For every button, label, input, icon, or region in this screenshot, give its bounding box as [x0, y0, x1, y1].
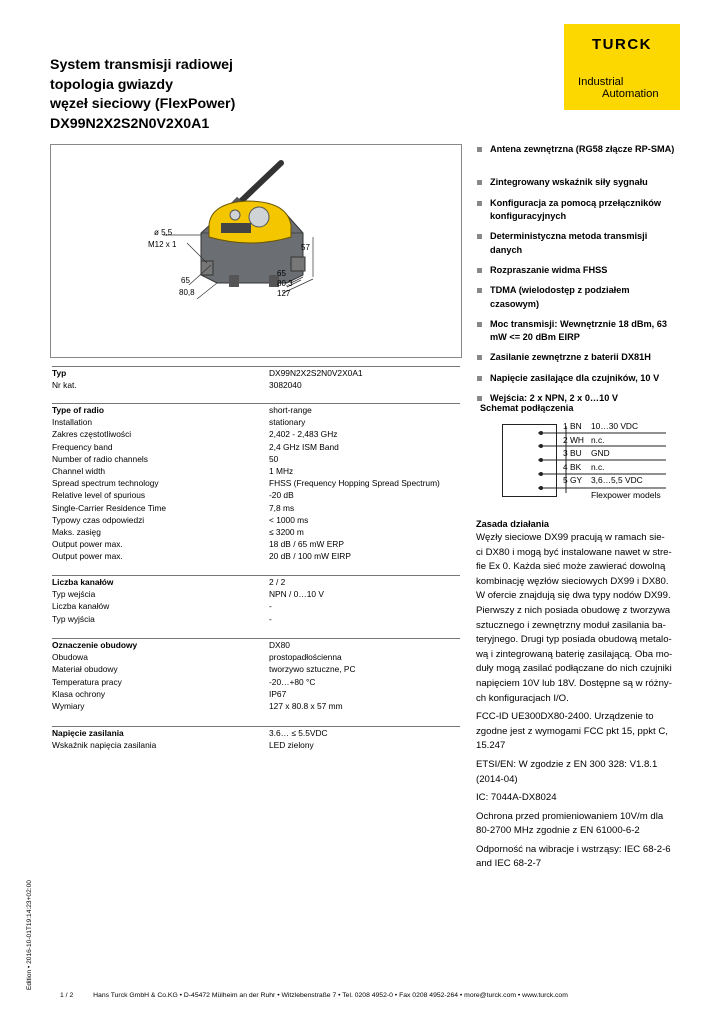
spec-key: Obudowa — [52, 652, 88, 663]
logo-line-2: Automation — [602, 88, 659, 100]
text-line: fie Ex 0. Każda sieć może zawierać dowolną — [476, 561, 666, 573]
spec-row — [52, 428, 460, 440]
spec-value: 2 / 2 — [269, 577, 286, 587]
page-footer — [60, 992, 586, 999]
spec-key: Output power max. — [52, 539, 123, 550]
principle-para — [476, 843, 678, 872]
spec-value: short-range — [269, 405, 312, 415]
text-line: W ofercie znajdują się dwa typy nodów DX99. — [476, 590, 671, 602]
feature-item: Deterministyczna metoda transmisji danych — [476, 230, 676, 256]
pin-desc: 3,6…5,5 VDC — [591, 475, 643, 486]
text-line: ch konfiguracjach I/O. — [476, 692, 569, 704]
dim-127: 127 — [277, 289, 291, 298]
spec-row — [52, 379, 460, 391]
spec-key: Oznaczenie obudowy — [52, 640, 138, 650]
pin-desc: n.c. — [591, 461, 605, 472]
feature-item: Moc transmisji: Wewnętrznie 18 dBm, 63 mW <= 20 dBm EIRP — [476, 318, 676, 344]
text-line: wą i zintegrowaną baterię zasilającą. Oba mo- — [476, 648, 673, 660]
feature-item: Antena zewnętrzna (RG58 złącze RP-SMA) — [476, 143, 676, 169]
pin-id: 4 BK — [563, 461, 582, 472]
spec-value: DX80 — [269, 640, 290, 650]
spec-value: - — [269, 601, 272, 612]
text-line: teryjnego. Drugi typ posiada obudową metalo- — [476, 634, 672, 646]
pin-id: 2 WH — [563, 434, 584, 445]
pin-row — [563, 447, 673, 461]
logo-word: TURCK — [592, 36, 652, 53]
spec-row — [52, 739, 460, 751]
spec-row — [52, 600, 460, 612]
spec-row — [52, 403, 460, 416]
pin-desc: GND — [591, 448, 610, 459]
spec-key: Typ wejścia — [52, 589, 96, 600]
spec-row — [52, 502, 460, 514]
product-image — [50, 144, 462, 358]
text-line: 80-2700 MHz zgodnie z EN 61000-6-2 — [476, 825, 640, 837]
spec-key: Channel width — [52, 465, 106, 476]
page-number: 1 / 2 — [60, 992, 74, 999]
spec-key: Installation — [52, 417, 93, 428]
spec-value: 7,8 ms — [269, 502, 295, 513]
text-line: kombinację węzłów sieciowych DX99 i DX80. — [476, 575, 669, 587]
dim-diameter: ø 5,5 — [154, 228, 173, 237]
spec-value: 127 x 80.8 x 57 mm — [269, 700, 343, 711]
spec-key: Temperatura pracy — [52, 676, 122, 687]
spec-key: Wskaźnik napięcia zasilania — [52, 740, 157, 751]
spec-row — [52, 453, 460, 465]
spec-row — [52, 588, 460, 600]
feature-item: Rozpraszanie widma FHSS — [476, 264, 676, 277]
dim-height: 57 — [301, 243, 310, 252]
spec-value: -20 dB — [269, 490, 294, 501]
text-line: sztucznego i zewnętrzny moduł zasilania ba- — [476, 619, 666, 631]
spec-row — [52, 688, 460, 700]
spec-row — [52, 700, 460, 712]
text-line: napięciem 10V lub 18V. Dostępne są w różny- — [476, 677, 672, 689]
spec-key: Materiał obudowy — [52, 664, 118, 675]
logo-line-1: Industrial — [578, 76, 624, 88]
text-line: 15.247 — [476, 740, 506, 752]
text-line: Odporność na wibracje i wstrząsy: IEC 68-2-6 — [476, 843, 671, 855]
spec-value: 2,4 GHz ISM Band — [269, 441, 339, 452]
pin-desc: n.c. — [591, 434, 605, 445]
text-line: and IEC 68-2-7 — [476, 858, 542, 870]
spec-row — [52, 514, 460, 526]
spec-key: Zakres częstotliwości — [52, 429, 132, 440]
spec-row — [52, 651, 460, 663]
principle-text — [476, 531, 678, 876]
spec-key: Napięcie zasilania — [52, 728, 124, 738]
spec-value: DX99N2X2S2N0V2X0A1 — [269, 368, 363, 378]
principle-para — [476, 758, 678, 787]
spec-key: Type of radio — [52, 405, 104, 415]
spec-value: < 1000 ms — [269, 514, 309, 525]
spec-row — [52, 613, 460, 625]
spec-key: Typowy czas odpowiedzi — [52, 514, 145, 525]
page-title — [50, 56, 380, 134]
spec-radio — [52, 403, 460, 562]
spec-power — [52, 726, 460, 751]
spec-key: Typ — [52, 368, 67, 378]
text-line: FCC-ID UE300DX80-2400. Urządzenie to — [476, 711, 654, 723]
spec-key: Number of radio channels — [52, 453, 148, 464]
text-line: Pierwszy z nich posiada obudowę z tworzywa — [476, 604, 671, 616]
spec-key: Wymiary — [52, 700, 85, 711]
spec-key: Maks. zasięg — [52, 526, 101, 537]
title-line: węzeł sieciowy (FlexPower) — [50, 96, 236, 113]
turck-logo — [564, 24, 680, 110]
pin-row — [563, 434, 673, 448]
spec-row — [52, 676, 460, 688]
edition-stamp: Edition • 2016-10-01T19:14:23+02:00 — [26, 880, 33, 990]
spec-value: 18 dB / 65 mW ERP — [269, 539, 344, 550]
text-line: zgodne jest z wymogami FCC pkt 15, ppkt C, — [476, 725, 668, 737]
spec-row — [52, 489, 460, 501]
company-info: Hans Turck GmbH & Co.KG • D-45472 Mülheim an der Ruhr • Witzlebenstraße 7 • Tel. 0208 4952-0 • Fax 0208 4952-264 • more@turck.com • www.turck.com — [93, 992, 568, 999]
title-line: System transmisji radiowej — [50, 57, 233, 73]
spec-row — [52, 638, 460, 651]
feature-item: Napięcie zasilające dla czujników, 10 V — [476, 372, 676, 385]
feature-list — [476, 143, 676, 413]
spec-row — [52, 575, 460, 588]
dim-65-right: 65 — [277, 269, 286, 278]
connection-caption: Flexpower models — [591, 490, 661, 500]
spec-key: Liczba kanałów — [52, 577, 114, 587]
spec-value: 2,402 - 2,483 GHz — [269, 429, 338, 440]
spec-value: 3082040 — [269, 380, 302, 391]
feature-item: Wejścia: 2 x NPN, 2 x 0…10 V — [476, 392, 676, 405]
pin-row — [563, 420, 673, 434]
text-line: IC: 7044A-DX8024 — [476, 792, 557, 804]
spec-value: -20…+80 °C — [269, 676, 316, 687]
text-line: Węzły sieciowe DX99 pracują w ramach sie- — [476, 532, 665, 543]
spec-key: Single-Carrier Residence Time — [52, 502, 167, 513]
spec-value: FHSS (Frequency Hopping Spread Spectrum) — [269, 478, 440, 489]
pin-list — [563, 420, 673, 488]
spec-row — [52, 538, 460, 550]
product-drawing — [51, 145, 461, 357]
spec-key: Nr kat. — [52, 380, 77, 391]
principle-para — [476, 810, 678, 839]
principle-para — [476, 531, 678, 706]
spec-row — [52, 441, 460, 453]
spec-value: LED zielony — [269, 740, 314, 751]
text-line: Ochrona przed promieniowaniem 10V/m dla — [476, 810, 664, 822]
feature-item: TDMA (wielodostęp z podziałem czasowym) — [476, 284, 676, 310]
spec-value: ≤ 3200 m — [269, 526, 304, 537]
spec-row — [52, 526, 460, 538]
pin-id: 5 GY — [563, 475, 583, 486]
principle-para — [476, 791, 678, 806]
spec-housing — [52, 638, 460, 712]
text-line: duły mogą zasilać podłączane do nich czujniki — [476, 663, 672, 675]
spec-row — [52, 465, 460, 477]
spec-key: Liczba kanałów — [52, 601, 110, 612]
spec-channels — [52, 575, 460, 625]
spec-value: NPN / 0…10 V — [269, 589, 324, 600]
connection-title: Schemat podłączenia — [480, 403, 574, 413]
dim-65-left: 65 — [181, 276, 190, 285]
spec-row — [52, 366, 460, 379]
spec-key: Typ wyjścia — [52, 613, 95, 624]
spec-row — [52, 416, 460, 428]
title-line: topologia gwiazdy — [50, 76, 173, 93]
spec-value: stationary — [269, 417, 306, 428]
spec-value: IP67 — [269, 688, 287, 699]
principle-title: Zasada działania — [476, 519, 550, 529]
pin-desc: 10…30 VDC — [591, 421, 639, 431]
dim-thread: M12 x 1 — [148, 240, 177, 249]
spec-key: Klasa ochrony — [52, 688, 106, 699]
spec-value: 1 MHz — [269, 465, 294, 476]
pin-id: 1 BN — [563, 421, 582, 431]
text-line: ETSI/EN: W zgodzie z EN 300 328: V1.8.1 — [476, 758, 658, 770]
dim-80-8: 80,8 — [179, 288, 195, 297]
spec-key: Relative level of spurious — [52, 490, 146, 501]
spec-value: 20 dB / 100 mW EIRP — [269, 551, 351, 562]
spec-general — [52, 366, 460, 391]
spec-value: prostopadłościenna — [269, 652, 342, 663]
text-line: (2014-04) — [476, 773, 518, 785]
spec-row — [52, 550, 460, 562]
spec-value: 3.6… ≤ 5.5VDC — [269, 728, 328, 738]
dim-80-3: 80,3 — [277, 279, 293, 288]
feature-item: Zintegrowany wskaźnik siły sygnału — [476, 176, 676, 189]
pin-row — [563, 461, 673, 475]
feature-item: Konfiguracja za pomocą przełączników konfiguracyjnych — [476, 197, 676, 223]
spec-row — [52, 477, 460, 489]
spec-key: Frequency band — [52, 441, 113, 452]
principle-para — [476, 710, 678, 754]
spec-value: - — [269, 613, 272, 624]
pin-id: 3 BU — [563, 448, 582, 459]
title-line: DX99N2X2S2N0V2X0A1 — [50, 115, 210, 132]
spec-key: Output power max. — [52, 551, 123, 562]
spec-value: tworzywo sztuczne, PC — [269, 664, 356, 675]
spec-key: Spread spectrum technology — [52, 478, 159, 489]
spec-row — [52, 663, 460, 675]
spec-value: 50 — [269, 453, 279, 464]
feature-item: Zasilanie zewnętrzne z baterii DX81H — [476, 351, 676, 364]
text-line: ci DX80 i mogą być instalowane nawet w stre- — [476, 546, 672, 558]
spec-row — [52, 726, 460, 739]
pin-row — [563, 474, 673, 488]
